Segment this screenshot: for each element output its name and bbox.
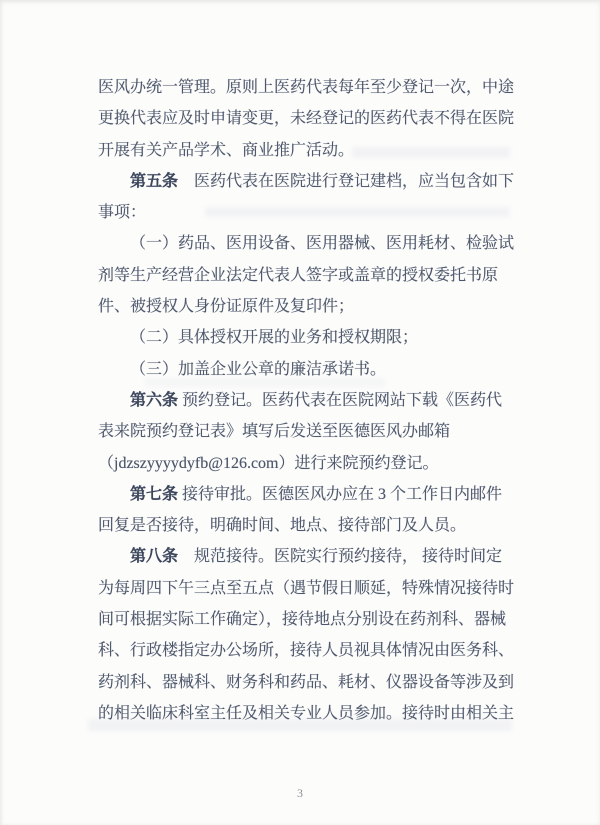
article-number: 第五条	[130, 172, 179, 190]
text-line: 为每周四下午三点至五点（遇节假日顺延，特殊情况接待时	[98, 579, 515, 597]
text-line: 第六条 预约登记。医药代表在医院网站下载《医药代	[130, 391, 503, 409]
text-line: 科、行政楼指定办公场所，接待人员视具体情况由医务科、	[98, 642, 515, 660]
page-number: 3	[297, 786, 303, 800]
text-line: 医风办统一管理。原则上医药代表每年至少登记一次，中途	[98, 79, 515, 96]
text-line: 开展有关产品学术、商业推广活动。	[98, 141, 355, 159]
text-line: 事项：	[98, 204, 147, 222]
text-line: 回复是否接待，明确时间、地点、接待部门及人员。	[98, 517, 467, 535]
text-line: 表来院预约登记表》填写后发送至医德医风办邮箱	[98, 423, 451, 441]
text-line: 剂等生产经营企业法定代表人签字或盖章的授权委托书原	[98, 266, 499, 284]
text-line: 第七条 接待审批。医德医风办应在 3 个工作日内邮件	[130, 485, 503, 503]
article-number: 第八条	[130, 548, 179, 566]
text-line: （二）具体授权开展的业务和授权期限；	[130, 329, 419, 347]
text-line: 间可根据实际工作确定），接待地点分别设在药剂科、器械	[98, 611, 507, 629]
text-line: （一）药品、医用设备、医用器械、医用耗材、检验试	[130, 235, 515, 253]
text-line: 第八条 规范接待。医院实行预约接待， 接待时间定	[130, 548, 503, 566]
text-line: 第五条 医药代表在医院进行登记建档，应当包含如下	[130, 172, 515, 190]
document-body-text	[98, 72, 518, 729]
text-line: （三）加盖企业公章的廉洁承诺书。	[130, 360, 387, 378]
text-line: 药剂科、器械科、财务科和药品、耗材、仪器设备等涉及到	[98, 673, 515, 691]
text-line: （jdzszyyyydyfb@126.com）进行来院预约登记。	[98, 454, 439, 472]
text-line: 的相关临床科室主任及相关专业人员参加。接待时由相关主	[98, 704, 515, 722]
article-number: 第七条	[130, 485, 179, 503]
article-number: 第六条	[130, 391, 179, 409]
text-line: 件、被授权人身份证原件及复印件；	[98, 298, 355, 316]
text-line: 更换代表应及时申请变更，未经登记的医药代表不得在医院	[98, 110, 515, 128]
